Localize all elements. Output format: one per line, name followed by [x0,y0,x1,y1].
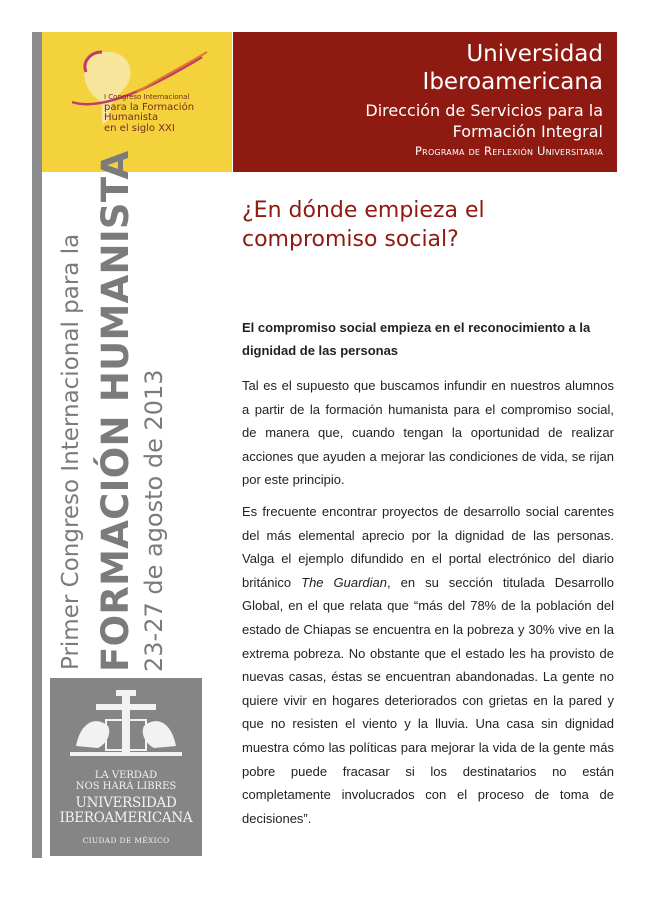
paragraph-2-text-after: , en su sección titulada Desarrollo Global, en el que relata que “más del 78% de la población del estado de Chiapas se encuentra en la pobreza y 30% vive en la extrema pobreza. No obstante que el estado les ha provisto de nuevas casas, éstas se encuentran abandonadas. La gente no quiere vivir en hogares deteriorados con grietas en la pared y que no resisten el viento y la lluvia. Una casa sin dignidad muestra cómo las políticas para mejorar la vida de la gente más pobre puede fracasar si los destinatarios no están completamente involucrados con el proceso de toma de decisiones”. [242,574,615,826]
seal-motto-line-1: LA VERDAD [94,770,158,781]
university-seal [50,678,202,856]
university-name-line-1: Universidad [466,41,603,67]
seal-emblem-icon [66,686,186,766]
article-body [242,316,614,838]
program-name: Programa de Reflexión Universitaria [415,144,603,158]
vertical-title-line-1: Primer Congreso Internacional para la [58,233,84,670]
seal-name-line-2: IBEROAMERICANA [59,810,193,826]
article-title [242,196,612,254]
article-title-line-2: compromiso social? [242,227,459,252]
header-banner [233,32,617,172]
vertical-title-line-2: FORMACIÓN HUMANISTA [94,150,137,672]
congress-logo [42,32,232,172]
direction-name-line-2: Formación Integral [452,122,603,141]
article-paragraph-1: Tal es el supuesto que buscamos infundir en nuestros alumnos a partir de la formación humanista para el compromiso social, de manera que, cuando tengan la oportunidad de realizar acciones que ayuden a mejorar las condiciones de vida, se rijan por este principio. [242,378,614,488]
article-title-line-1: ¿En dónde empieza el [242,198,485,223]
university-name [423,40,603,96]
seal-city: CIUDAD DE MÉXICO [82,836,170,845]
direction-name [365,100,603,142]
seal-university-name [50,796,202,826]
article-subheading: El compromiso social empieza en el reconocimiento a la dignidad de las personas [242,320,591,358]
article-paragraph-2 [242,500,614,830]
university-name-line-2: Iberoamericana [422,69,603,95]
logo-line-3: en el siglo XXI [104,123,175,134]
paragraph-2-text-before: Es frecuente encontrar proyectos de desarrollo social carentes del más elemental aprecio por la dignidad de las personas. Valga el ejemplo difundido en el portal electrónico del diario británico [242,503,614,590]
seal-motto-line-2: NOS HARÁ LIBRES [75,781,177,792]
vertical-title-line-3: 23-27 de agosto de 2013 [140,369,168,672]
seal-motto [50,770,202,792]
seal-name-line-1: UNIVERSIDAD [75,795,177,811]
logo-text [104,94,229,134]
logo-line-2: para la Formación Humanista [104,102,195,123]
sidebar-bar [32,32,42,858]
source-name: The Guardian [301,574,388,590]
logo-line-1: I Congreso Internacional [104,93,190,101]
direction-name-line-1: Dirección de Servicios para la [365,101,603,120]
